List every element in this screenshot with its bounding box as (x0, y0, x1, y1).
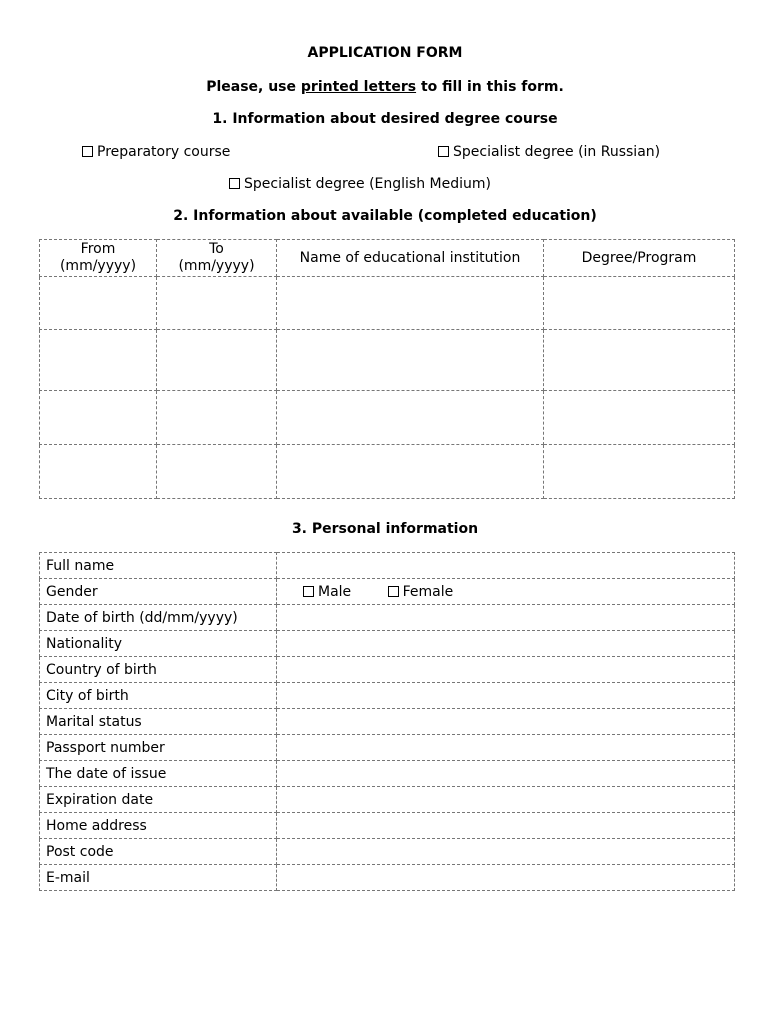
table-row (40, 709, 735, 735)
field-label: Marital status (40, 709, 277, 735)
specialist-russian-option[interactable] (438, 144, 660, 160)
marital-status-field[interactable] (277, 709, 735, 735)
option-label: Specialist degree (English Medium) (244, 176, 491, 192)
email-field[interactable] (277, 865, 735, 891)
col-header-from (40, 240, 157, 277)
date-of-issue-field[interactable] (277, 761, 735, 787)
field-label: Country of birth (40, 657, 277, 683)
col-header-degree (544, 240, 735, 277)
expiration-date-field[interactable] (277, 787, 735, 813)
table-row (40, 445, 735, 499)
section3-heading: 3. Personal information (291, 521, 479, 537)
table-row (40, 657, 735, 683)
instruction-suffix: to fill in this form. (416, 79, 564, 95)
to-cell[interactable] (157, 277, 277, 330)
col-header-line: (mm/yyyy) (178, 258, 255, 274)
city-of-birth-field[interactable] (277, 683, 735, 709)
col-header-institution (277, 240, 544, 277)
post-code-field[interactable] (277, 839, 735, 865)
institution-cell[interactable] (277, 445, 544, 499)
from-cell[interactable] (40, 277, 157, 330)
degree-cell[interactable] (544, 445, 735, 499)
checkbox-icon[interactable] (303, 586, 314, 597)
form-instruction (0, 79, 770, 95)
from-cell[interactable] (40, 330, 157, 391)
form-title: APPLICATION FORM (307, 45, 463, 61)
from-cell[interactable] (40, 391, 157, 445)
table-row (40, 277, 735, 330)
table-row (40, 735, 735, 761)
option-label: Preparatory course (97, 144, 231, 160)
col-header-to (157, 240, 277, 277)
from-cell[interactable] (40, 445, 157, 499)
table-row (40, 605, 735, 631)
passport-number-field[interactable] (277, 735, 735, 761)
checkbox-icon[interactable] (438, 146, 449, 157)
table-row (40, 631, 735, 657)
section2-heading: 2. Information about available (completed education) (173, 208, 597, 224)
home-address-field[interactable] (277, 813, 735, 839)
col-header-line: Name of educational institution (299, 249, 521, 266)
gender-male-option[interactable] (303, 584, 351, 600)
col-header-line: From (80, 241, 116, 257)
option-label: Specialist degree (in Russian) (453, 144, 661, 160)
field-label: Expiration date (40, 787, 277, 813)
checkbox-icon[interactable] (229, 178, 240, 189)
col-header-line: (mm/yyyy) (59, 258, 137, 274)
gender-field (277, 579, 735, 605)
option-label: Male (318, 583, 352, 600)
date-of-birth-field[interactable] (277, 605, 735, 631)
institution-cell[interactable] (277, 330, 544, 391)
degree-cell[interactable] (544, 330, 735, 391)
degree-cell[interactable] (544, 277, 735, 330)
col-header-line: Degree/Program (581, 249, 697, 266)
education-table (39, 239, 735, 499)
degree-cell[interactable] (544, 391, 735, 445)
institution-cell[interactable] (277, 391, 544, 445)
specialist-english-option[interactable] (229, 176, 491, 192)
table-row (40, 813, 735, 839)
checkbox-icon[interactable] (82, 146, 93, 157)
table-row (40, 391, 735, 445)
field-label: Gender (40, 579, 277, 605)
to-cell[interactable] (157, 330, 277, 391)
field-label: Date of birth (dd/mm/yyyy) (40, 605, 277, 631)
instruction-underlined: printed letters (300, 79, 417, 95)
field-label: Full name (40, 553, 277, 579)
nationality-field[interactable] (277, 631, 735, 657)
instruction-prefix: Please, use (206, 79, 301, 95)
to-cell[interactable] (157, 445, 277, 499)
table-row (40, 787, 735, 813)
field-label: Home address (40, 813, 277, 839)
table-row (40, 579, 735, 605)
field-label: Post code (40, 839, 277, 865)
to-cell[interactable] (157, 391, 277, 445)
field-label: City of birth (40, 683, 277, 709)
section1-heading: 1. Information about desired degree course (212, 111, 558, 127)
option-label: Female (402, 583, 454, 600)
field-label: E-mail (40, 865, 277, 891)
field-label: Nationality (40, 631, 277, 657)
education-header-row (40, 240, 735, 277)
full-name-field[interactable] (277, 553, 735, 579)
country-of-birth-field[interactable] (277, 657, 735, 683)
table-row (40, 865, 735, 891)
table-row (40, 330, 735, 391)
field-label: The date of issue (40, 761, 277, 787)
checkbox-icon[interactable] (388, 586, 399, 597)
table-row (40, 553, 735, 579)
col-header-line: To (209, 241, 224, 257)
table-row (40, 839, 735, 865)
field-label: Passport number (40, 735, 277, 761)
table-row (40, 683, 735, 709)
preparatory-course-option[interactable] (82, 144, 230, 160)
institution-cell[interactable] (277, 277, 544, 330)
gender-female-option[interactable] (388, 584, 454, 600)
table-row (40, 761, 735, 787)
personal-info-table (39, 552, 735, 891)
